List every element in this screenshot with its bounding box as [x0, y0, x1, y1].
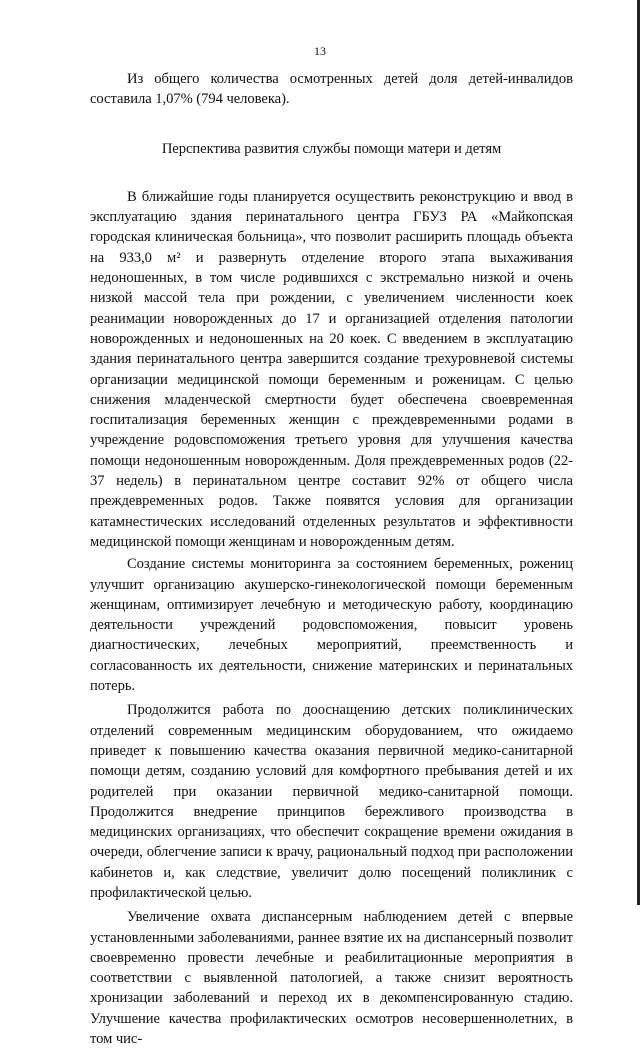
paragraph: В ближайшие годы планируется осуществить реконструкцию и ввод в эксплуатацию здания перинатального центра ГБУЗ РА «Майкопская городская клиническая больница», что позволит расширить площадь объекта на 933,0 м² и развернуть отделение второго этапа выхаживания недоношенных, в том числе родившихся с экстремально низкой и очень низкой массой тела при рождении, с увеличением численности коек реанимации новорожденных до 17 и организацией отделения патологии новорожденных и недоношенных на 20 коек. С введением в эксплуатацию здания перинатального центра завершится создание трехуровневой системы организации медицинской помощи беременным и роженицам. С целью снижения младенческой смертности будет обеспечена своевременная госпитализация беременных женщин с преждевременными родами в учреждение родовспоможения третьего уровня для улучшения качества помощи недоношенным новорожденным. Доля преждевременных родов (22-37 недель) в перинатальном центре составит 92% от общего числа преждевременных родов. Также появятся условия для организации катамнестических исследований отделенных результатов и эффективности медицинской помощи женщинам и новорожденным детям. [90, 188, 573, 550]
intro-paragraph: Из общего количества осмотренных детей доля детей-инвалидов составила 1,07% (794 человека). [90, 71, 573, 108]
page-number: 13 [314, 44, 326, 58]
paragraph: Продолжится работа по дооснащению детских поликлинических отделений современным медицинским оборудованием, что ожидаемо приведет к повышению качества оказания первичной медико-санитарной помощи детям, созданию условий для комфортного пребывания детей и их родителей при оказании первичной медико-санитарной помощи. Продолжится внедрение принципов бережливого производства в медицинских организациях, что обеспечит сокращение времени ожидания в очереди, облегчение записи к врачу, рациональный подход при расположении кабинетов и, как следствие, увеличит долю посещений поликлиник с профилактической целью. [90, 702, 573, 901]
section-heading: Перспектива развития службы помощи матери и детям [161, 140, 502, 157]
paragraph: Создание системы мониторинга за состоянием беременных, рожениц улучшит организацию акушерско-гинекологической помощи беременным женщинам, оптимизирует лечебную и методическую работу, координацию деятельности учреждений родовспоможения, повысит уровень диагностических, лечебных мероприятий, преемственность и согласованность их деятельности, снижение материнских и перинатальных потерь. [90, 556, 573, 695]
page-content [90, 69, 573, 1049]
paragraph: Увеличение охвата диспансерным наблюдением детей с впервые установленными заболеваниями, раннее взятие их на диспансерный позволит своевременно провести лечебные и реабилитационные мероприятия в соответствии с выявленной патологией, а также снизит вероятность хронизации заболеваний и переход их в декомпенсированную стадию. Улучшение качества профилактических осмотров несовершеннолетних, в том чис- [90, 909, 573, 1048]
